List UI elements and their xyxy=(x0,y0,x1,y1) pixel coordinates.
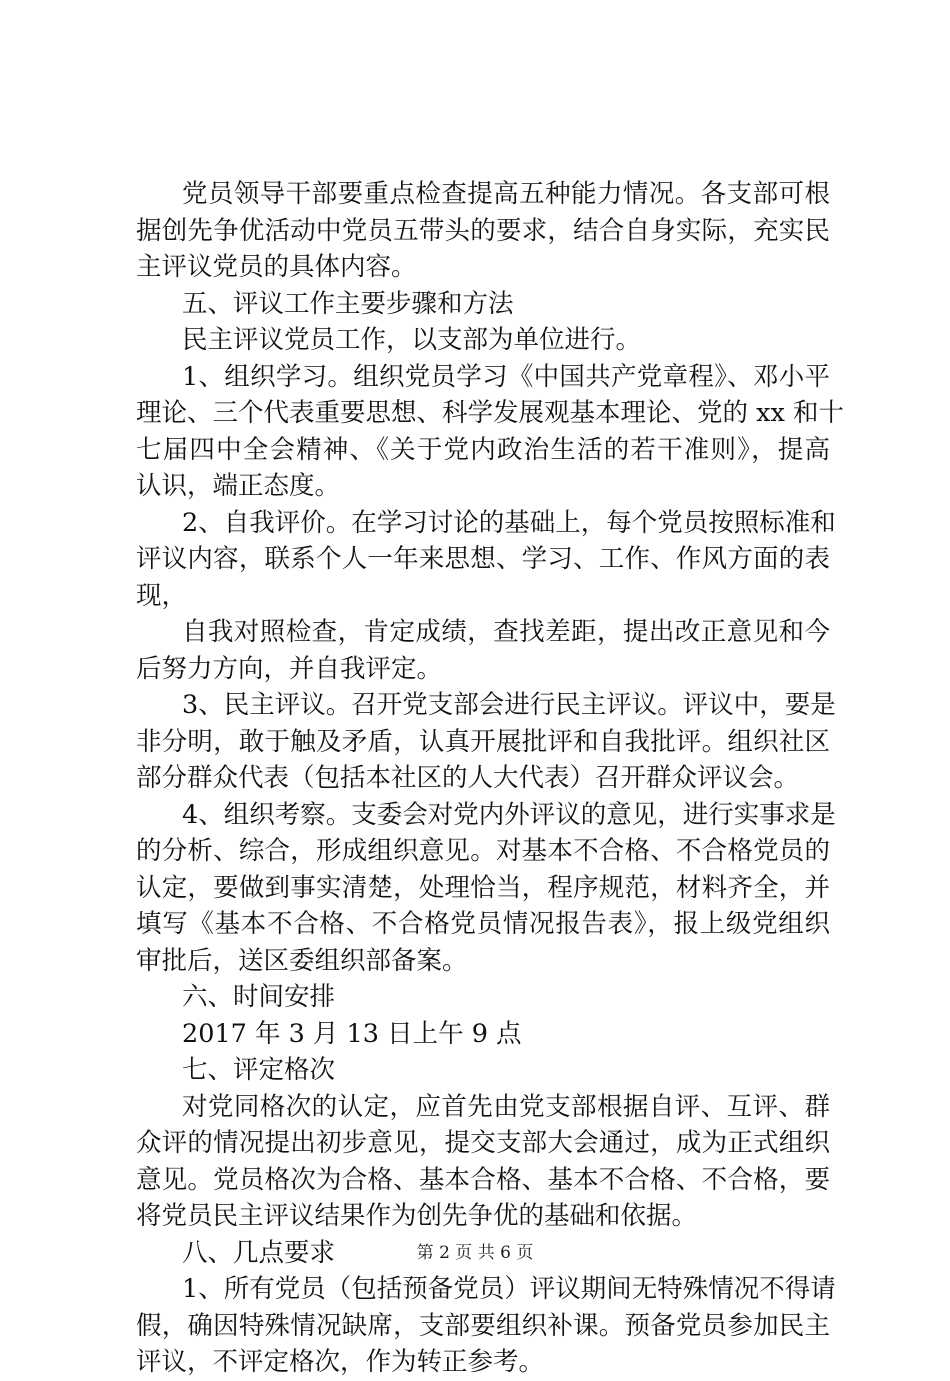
page-footer: 第 2 页 共 6 页 xyxy=(416,1243,534,1263)
text-line: 众评的情况提出初步意见，提交支部大会通过，成为正式组织 xyxy=(136,1128,830,1158)
text-line: 七届四中全会精神、《关于党内政治生活的若干准则》，提高 xyxy=(136,434,830,465)
text-line: 填写《基本不合格、不合格党员情况报告表》，报上级党组织 xyxy=(136,909,830,939)
text-line: 对党同格次的认定，应首先由党支部根据自评、互评、群 xyxy=(182,1091,830,1122)
text-line: 现， xyxy=(136,580,188,611)
text-line: 审批后，送区委组织部备案。 xyxy=(136,945,468,976)
text-line: 七、评定格次 xyxy=(182,1055,336,1085)
text-line: 评议内容，联系个人一年来思想、学习、工作、作风方面的表 xyxy=(136,544,830,574)
text-line: 3、民主评议。召开党支部会进行民主评议。评议中，要是 xyxy=(182,690,836,720)
text-line: 部分群众代表（包括本社区的人大代表）召开群众评议会。 xyxy=(136,763,800,793)
text-line: 主评议党员的具体内容。 xyxy=(136,252,417,282)
text-line: 1、所有党员（包括预备党员）评议期间无特殊情况不得请 xyxy=(182,1274,836,1304)
text-line: 自我对照检查，肯定成绩，查找差距，提出改正意见和今 xyxy=(182,617,830,647)
text-line: 据创先争优活动中党员五带头的要求，结合自身实际，充实民 xyxy=(136,215,830,246)
text-line: 认定，要做到事实清楚，处理恰当，程序规范，材料齐全，并 xyxy=(136,872,830,903)
text-line: 的分析、综合，形成组织意见。对基本不合格、不合格党员的 xyxy=(136,836,830,866)
text-line: 2、自我评价。在学习讨论的基础上，每个党员按照标准和 xyxy=(182,507,836,538)
text-line: 认识，端正态度。 xyxy=(136,471,341,501)
text-line: 党员领导干部要重点检查提高五种能力情况。各支部可根 xyxy=(182,179,830,209)
text-line: 意见。党员格次为合格、基本合格、基本不合格、不合格，要 xyxy=(136,1164,830,1195)
text-line: 六、时间安排 xyxy=(182,982,336,1012)
text-line: 五、评议工作主要步骤和方法 xyxy=(182,288,514,319)
text-line: 评议，不评定格次，作为转正参考。 xyxy=(136,1347,545,1377)
text-line: 将党员民主评议结果作为创先争优的基础和依据。 xyxy=(136,1201,698,1231)
text-line: 1、组织学习。组织党员学习《中国共产党章程》、邓小平 xyxy=(182,361,830,392)
text-line: 2017 年 3 月 13 日上午 9 点 xyxy=(182,1018,522,1049)
document-body xyxy=(136,176,844,1381)
text-line: 八、几点要求 xyxy=(182,1237,336,1268)
text-line: 后努力方向，并自我评定。 xyxy=(136,653,443,684)
text-line: 理论、三个代表重要思想、科学发展观基本理论、党的 xx 和十 xyxy=(136,398,844,428)
text-line: 民主评议党员工作，以支部为单位进行。 xyxy=(182,325,642,355)
text-line: 4、组织考察。支委会对党内外评议的意见，进行实事求是 xyxy=(182,799,836,830)
text-line: 假，确因特殊情况缺席，支部要组织补课。预备党员参加民主 xyxy=(136,1310,830,1341)
text-line: 非分明，敢于触及矛盾，认真开展批评和自我批评。组织社区 xyxy=(136,726,830,757)
